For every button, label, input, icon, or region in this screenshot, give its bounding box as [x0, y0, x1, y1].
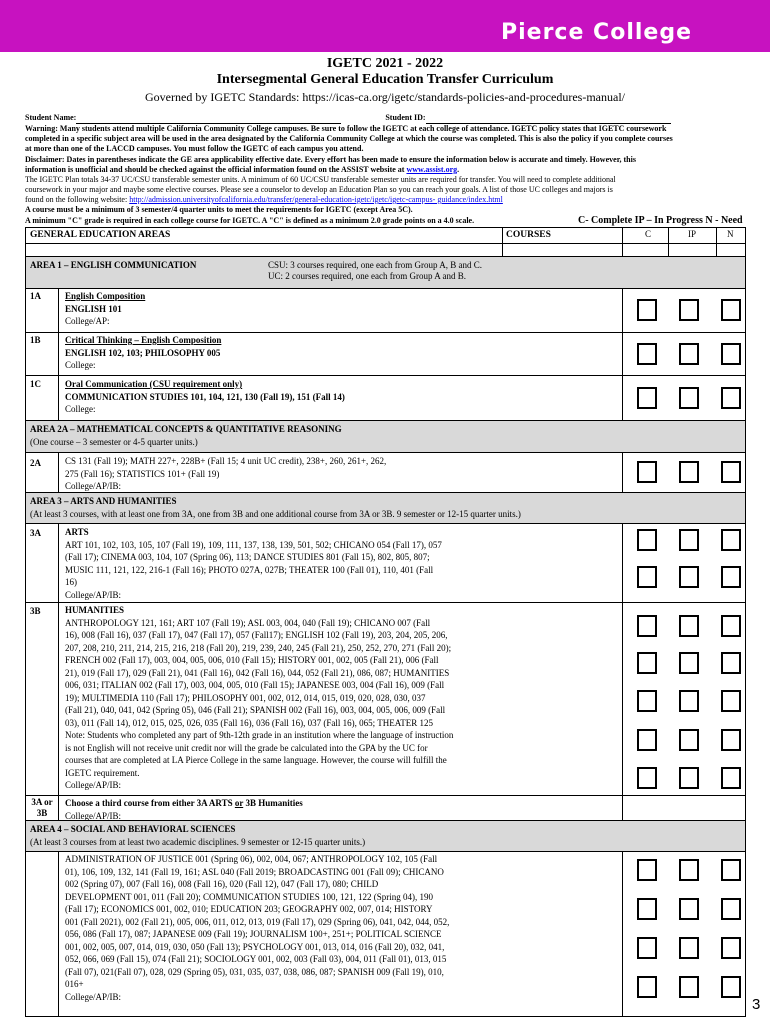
row-1b-content: Critical Thinking – English Composition ENGLISH 102, 103; PHILOSOPHY 005 College:	[65, 335, 222, 370]
student-id-label: Student ID:	[385, 113, 426, 122]
course-line: 207, 208, 210, 211, 214, 215, 216, 218 (Fall 20), 219, 239, 240, 245 (Fall 21), 250, 252, 270, 271 (Fall 20);	[65, 642, 452, 653]
row-code: 1B	[30, 335, 41, 345]
course-line: 19); MULTIMEDIA 110 (Fall 17); PHILOSOPHY 001, 002, 012, 014, 015, 019, 020, 028, 030, 037	[65, 692, 426, 703]
checkbox-complete[interactable]	[637, 937, 657, 959]
course-line: (Fall 17); ECONOMICS 001, 002, 010; EDUCATION 203; GEOGRAPHY 002, 007, 014; HISTORY	[65, 904, 433, 914]
course-line: ADMINISTRATION OF JUSTICE 001 (Spring 06), 002, 004, 067; ANTHROPOLOGY 102, 105 (Fall	[65, 854, 438, 864]
student-name-row	[25, 113, 671, 124]
course-line: 001 (Fall 2021), 002 (Fall 21), 005, 006, 011, 012, 013, 019 (Fall 17), 029 (Spring 06), 041, 042, 044, 052,	[65, 916, 450, 927]
doc-title: IGETC 2021 - 2022	[326, 56, 444, 71]
area-1-csu: CSU: 3 courses required, one each from Group A, B and C.	[268, 260, 482, 270]
checkbox-need[interactable]	[721, 976, 741, 998]
area-3-title: AREA 3 – ARTS AND HUMANITIES	[30, 496, 177, 506]
checkbox-in-progress[interactable]	[679, 343, 699, 365]
checkbox-in-progress[interactable]	[679, 898, 699, 920]
checkbox-need[interactable]	[721, 729, 741, 751]
plan-line: found on the following website: http://admission.universityofcalifornia.edu/transfer/general-education-igetc/igetc/igetc-campus- guidance/index.html	[25, 195, 503, 204]
course-line: is not English will not receive unit credit nor will the grade be calculated into the GPA by the UC for	[65, 742, 428, 753]
row-3b-content: HUMANITIES ANTHROPOLOGY 121, 161; ART 107 (Fall 19); ASL 003, 004, 040 (Fall 19); CHICANO 007 (Fall 16), 008 (Fall 16), 037 (Fall 17), 047 (Fall 17), 057 (Fall17); ENGLISH 102 (Fall 19), 203, 204, 205, 206, 207, 208, 210, 211, 214, 215, 216, 218 (Fall 20), 219, 239, 240, 245 (Fall 21), 250, 252, 270, 271 (Fall 20); FRENCH 002 (Fall 17), 003, 004, 005, 006, 010 (Fall 15); HISTORY 001, 002, 005 (Fall 21), 006 (Fall 21), 019 (Fall 17), 029 (Fall 21), 041 (Fall 16), 042 (Fall 16), 044, 052 (Fall 21), 086, 087; HUMANITIES 006, 031; ITALIAN 002 (Fall 17), 003, 004, 005, 010 (Fall 15); JAPANESE 003, 004 (Fall 16), 009 (Fall 19); MULTIMEDIA 110 (Fall 17); PHILOSOPHY 001, 002, 012, 014, 015, 019, 020, 028, 030, 037 (Fall 21), 040, 041, 042 (Spring 05), 046 (Fall 21); SPANISH 002 (Fall 16), 003, 004, 005, 006, 009 (Fall 03), 011 (Fall 14), 012, 015, 025, 026, 035 (Fall 16), 036 (Fall 16), 037 (Fall 16), 065; THEATER 125 Note: Students who completed any part of 9th-12th grade in an institution where the language of instruction is not English will not receive unit credit nor will the grade be calculated into the GPA by the UC for courses that are completed at LA Pierce College in the same language. However, the course will fulfill the IGETC requirement. College/AP/IB:	[65, 604, 617, 792]
warning-line: completed in a specific subject area will be used in the area designated by the California Community College at which the course was completed. This is also the policy if you complete courses	[25, 134, 673, 143]
checkbox-need[interactable]	[721, 898, 741, 920]
checkbox-need[interactable]	[721, 566, 741, 588]
course-line: 001, 002, 005, 007, 014, 019, 030, 050 (Fall 13); PSYCHOLOGY 001, 013, 014, 016 (Fall 20), 032, 041,	[65, 941, 445, 952]
checkbox-complete[interactable]	[637, 767, 657, 789]
checkbox-in-progress[interactable]	[679, 461, 699, 483]
area-1-uc: UC: 2 courses required, one each from Group A and B.	[268, 271, 466, 281]
checkbox-complete[interactable]	[637, 566, 657, 588]
college-logo: Pierce College	[501, 20, 692, 45]
checkbox-in-progress[interactable]	[679, 937, 699, 959]
area-4-note: (At least 3 courses from at least two academic disciplines. 9 semester or 12-15 quarter units.)	[30, 837, 366, 847]
uc-guidance-link[interactable]: http://admission.universityofcalifornia.edu/transfer/general-education-igetc/igetc/igetc-campus- guidance/index.html	[129, 195, 503, 204]
checkbox-complete[interactable]	[637, 461, 657, 483]
checkbox-in-progress[interactable]	[679, 690, 699, 712]
row-code: 3B	[30, 606, 41, 616]
checkbox-complete[interactable]	[637, 976, 657, 998]
governed-by: Governed by IGETC Standards: https://icas-ca.org/igetc/standards-policies-and-procedures-manual/	[145, 90, 625, 104]
checkbox-need[interactable]	[721, 615, 741, 637]
min-units-line: A course must be a minimum of 3 semester/4 quarter units to meet the requirements for IGETC (except Area 5C).	[25, 205, 413, 214]
row-1c-content: Oral Communication (CSU requirement only) COMMUNICATION STUDIES 101, 104, 121, 130 (Fall 19), 151 (Fall 14) College:	[65, 379, 345, 414]
checkbox-in-progress[interactable]	[679, 976, 699, 998]
course-line: ANTHROPOLOGY 121, 161; ART 107 (Fall 19); ASL 003, 004, 040 (Fall 19); CHICANO 007 (Fall	[65, 617, 431, 628]
checkbox-in-progress[interactable]	[679, 652, 699, 674]
warning-line: Warning: Many students attend multiple California Community College campuses. Be sure to follow the IGETC at each college of attendance. IGETC policy states that IGETC coursework	[25, 124, 667, 133]
student-name-label: Student Name:	[25, 113, 77, 122]
row-code: 1C	[30, 379, 41, 389]
social-science-course-list	[65, 853, 617, 991]
course-line: 01), 106, 109, 132, 141 (Fall 19, 161; ASL 040 (Fall 2019; BROADCASTING 001 (Fall 09); CHICANO	[65, 866, 444, 877]
checkbox-complete[interactable]	[637, 299, 657, 321]
course-line: DEVELOPMENT 001, 011 (Fall 20); COMMUNICATION STUDIES 100, 121, 122 (Spring 04), 190	[65, 891, 433, 902]
course-line: 21), 019 (Fall 17), 029 (Fall 21), 041 (Fall 16), 042 (Fall 16), 044, 052 (Fall 21), 086, 087; HUMANITIES	[65, 667, 450, 678]
checkbox-complete[interactable]	[637, 387, 657, 409]
checkbox-in-progress[interactable]	[679, 299, 699, 321]
area-3-note: (At least 3 courses, with at least one from 3A, one from 3B and one additional course from 3A or 3B. 9 semester or 12-15 quarter units.)	[30, 509, 521, 519]
checkbox-need[interactable]	[721, 859, 741, 881]
disclaimer-line: Disclaimer: Dates in parentheses indicate the GE area applicability effective date. Every effort has been made to ensure the information below is accurate and timely. However, this	[25, 155, 636, 164]
checkbox-complete[interactable]	[637, 729, 657, 751]
row-3a-content: ARTS ART 101, 102, 103, 105, 107 (Fall 19), 109, 111, 137, 138, 139, 501, 502; CHICANO 054 (Fall 17), 057 (Fall 17); CINEMA 003, 104, 107 (Spring 06), 113; DANCE STUDIES 801 (Fall 15), 802, 805, 807; MUSIC 111, 121, 122, 216-1 (Fall 16); PHOTO 027A, 027B; THEATER 100 (Fall 01), 110, 401 (Fall 16) College/AP/IB:	[65, 527, 442, 600]
checkbox-need[interactable]	[721, 461, 741, 483]
min-grade-line: A minimum "C" grade is required in each college course for IGETC. A "C" is defined as a minimum 2.0 grade points on a 4.0 scale.	[25, 216, 475, 225]
course-line: Note: Students who completed any part of 9th-12th grade in an institution where the language of instruction	[65, 730, 454, 740]
checkbox-need[interactable]	[721, 529, 741, 551]
checkbox-complete[interactable]	[637, 343, 657, 365]
course-line: courses that are completed at LA Pierce College in the same language. However, the course will fulfill the	[65, 755, 447, 765]
checkbox-in-progress[interactable]	[679, 767, 699, 789]
warning-line: at more than one of the LACCD campuses. You must follow the IGETC of each campus you attend.	[25, 144, 364, 153]
checkbox-in-progress[interactable]	[679, 615, 699, 637]
checkbox-need[interactable]	[721, 299, 741, 321]
row-2a-content: CS 131 (Fall 19); MATH 227+, 228B+ (Fall 15; 4 unit UC credit), 238+, 260, 261+, 262, 275 (Fall 16); STATISTICS 101+ (Fall 19) College/AP/IB:	[65, 456, 387, 491]
checkbox-complete[interactable]	[637, 859, 657, 881]
disclaimer-line: information is unofficial and should be checked against the official information found on the ASSIST website at www.assist.org.	[25, 165, 460, 174]
col-c-header: C	[645, 229, 652, 239]
checkbox-in-progress[interactable]	[679, 729, 699, 751]
doc-subtitle: Intersegmental General Education Transfer Curriculum	[216, 72, 554, 87]
col-courses-header: COURSES	[506, 230, 551, 240]
row-4-content: ADMINISTRATION OF JUSTICE 001 (Spring 06), 002, 004, 067; ANTHROPOLOGY 102, 105 (Fall 01), 106, 109, 132, 141 (Fall 19, 161; ASL 040 (Fall 2019; BROADCASTING 001 (Fall 09); CHICANO 002 (Spring 07), 007 (Fall 16), 008 (Fall 16), 020 (Fall 12), 047 (Fall 17), 080; CHILD DEVELOPMENT 001, 011 (Fall 20); COMMUNICATION STUDIES 100, 121, 122 (Spring 04), 190 (Fall 17); ECONOMICS 001, 002, 010; EDUCATION 203; GEOGRAPHY 002, 007, 014; HISTORY 001 (Fall 2021), 002 (Fall 21), 005, 006, 011, 012, 013, 019 (Fall 17), 029 (Spring 06), 041, 042, 044, 052, 056, 086 (Fall 17), 087; JAPANESE 009 (Fall 19); JOURNALISM 100+, 251+; POLITICAL SCIENCE 001, 002, 005, 007, 014, 019, 030, 050 (Fall 13); PSYCHOLOGY 001, 013, 014, 016 (Fall 20), 032, 041, 052, 066, 069 (Fall 15), 074 (Fall 21); SOCIOLOGY 001, 002, 003 (Fall 03), 004, 011 (Fall 01), 013, 015 (Fall 07), 021(Fall 07), 028, 029 (Spring 05), 031, 035, 037, 038, 086, 087; SPANISH 009 (Fall 19), 010, 016+ College/AP/IB:	[65, 853, 617, 1003]
header-banner	[0, 0, 770, 52]
humanities-course-list	[65, 617, 617, 780]
course-line: 16), 008 (Fall 16), 037 (Fall 17), 047 (Fall 17), 057 (Fall17); ENGLISH 102 (Fall 19), 203, 204, 205, 206,	[65, 630, 448, 640]
plan-line: The IGETC Plan totals 34-37 UC/CSU transferable semester units. A minimum of 60 UC/CSU transferable semester units are required for transfer. You will need to complete additional	[25, 175, 616, 184]
page-number: 3	[752, 996, 761, 1013]
row-1a-content: English Composition ENGLISH 101 College/AP:	[65, 291, 146, 326]
course-line: 03), 011 (Fall 14), 012, 015, 025, 026, 035 (Fall 16), 036 (Fall 16), 037 (Fall 16), 065; THEATER 125	[65, 717, 433, 728]
course-line: IGETC requirement.	[65, 767, 140, 778]
checkbox-need[interactable]	[721, 387, 741, 409]
checkbox-need[interactable]	[721, 343, 741, 365]
course-line: 016+	[65, 979, 84, 989]
checkbox-need[interactable]	[721, 690, 741, 712]
course-line: (Fall 21), 040, 041, 042 (Spring 05), 046 (Fall 21); SPANISH 002 (Fall 16), 003, 004, 005, 006, 009 (Fall	[65, 705, 446, 715]
checkbox-need[interactable]	[721, 937, 741, 959]
row-code: 2A	[30, 458, 41, 468]
checkbox-need[interactable]	[721, 767, 741, 789]
col-areas-header: GENERAL EDUCATION AREAS	[30, 230, 171, 240]
checkbox-in-progress[interactable]	[679, 529, 699, 551]
area-1-title: AREA 1 – ENGLISH COMMUNICATION	[30, 260, 197, 270]
checkbox-in-progress[interactable]	[679, 566, 699, 588]
course-line: (Fall 07), 021(Fall 07), 028, 029 (Spring 05), 031, 035, 037, 038, 086, 087; SPANISH 009 (Fall 19), 010,	[65, 966, 444, 977]
course-line: FRENCH 002 (Fall 17), 003, 004, 005, 006, 010 (Fall 15); HISTORY 001, 002, 005 (Fall 21), 006 (Fall	[65, 655, 439, 665]
row-code: 3A or 3B	[31, 797, 53, 818]
checkbox-complete[interactable]	[637, 898, 657, 920]
area-2-note: (One course – 3 semester or 4-5 quarter units.)	[30, 437, 198, 447]
assist-link[interactable]: www.assist.org	[406, 165, 458, 174]
checkbox-need[interactable]	[721, 652, 741, 674]
area-4-title: AREA 4 – SOCIAL AND BEHAVIORAL SCIENCES	[30, 824, 236, 834]
course-line: 052, 066, 069 (Fall 15), 074 (Fall 21); SOCIOLOGY 001, 002, 003 (Fall 03), 004, 011 (Fall 01), 013, 015	[65, 954, 447, 964]
row-code: 1A	[30, 291, 41, 301]
checkbox-complete[interactable]	[637, 652, 657, 674]
row-3a-or-3b-content: Choose a third course from either 3A ARTS or 3B Humanities College/AP/IB:	[65, 798, 303, 821]
area-2-title: AREA 2A – MATHEMATICAL CONCEPTS & QUANTITATIVE REASONING	[30, 424, 342, 434]
checkbox-complete[interactable]	[637, 529, 657, 551]
row-code: 3A	[30, 528, 41, 538]
checkbox-in-progress[interactable]	[679, 859, 699, 881]
checkbox-complete[interactable]	[637, 690, 657, 712]
col-n-header: N	[727, 229, 734, 239]
checkbox-complete[interactable]	[637, 615, 657, 637]
course-line: 006, 031; ITALIAN 002 (Fall 17), 003, 004, 005, 010 (Fall 15); JAPANESE 003, 004 (Fall 16), 009 (Fall	[65, 680, 445, 690]
plan-line: coursework in your major and maybe some elective courses. Please see a counselor to develop an Education Plan so you can reach your goals. A list of those UC colleges and majors is	[25, 185, 613, 194]
course-line: 056, 086 (Fall 17), 087; JAPANESE 009 (Fall 19); JOURNALISM 100+, 251+; POLITICAL SCIENCE	[65, 929, 442, 939]
col-ip-header: IP	[688, 229, 697, 239]
status-legend: C- Complete IP – In Progress N - Need	[578, 215, 743, 226]
course-line: 002 (Spring 07), 007 (Fall 16), 008 (Fall 16), 020 (Fall 12), 047 (Fall 17), 080; CHILD	[65, 879, 379, 889]
checkbox-in-progress[interactable]	[679, 387, 699, 409]
